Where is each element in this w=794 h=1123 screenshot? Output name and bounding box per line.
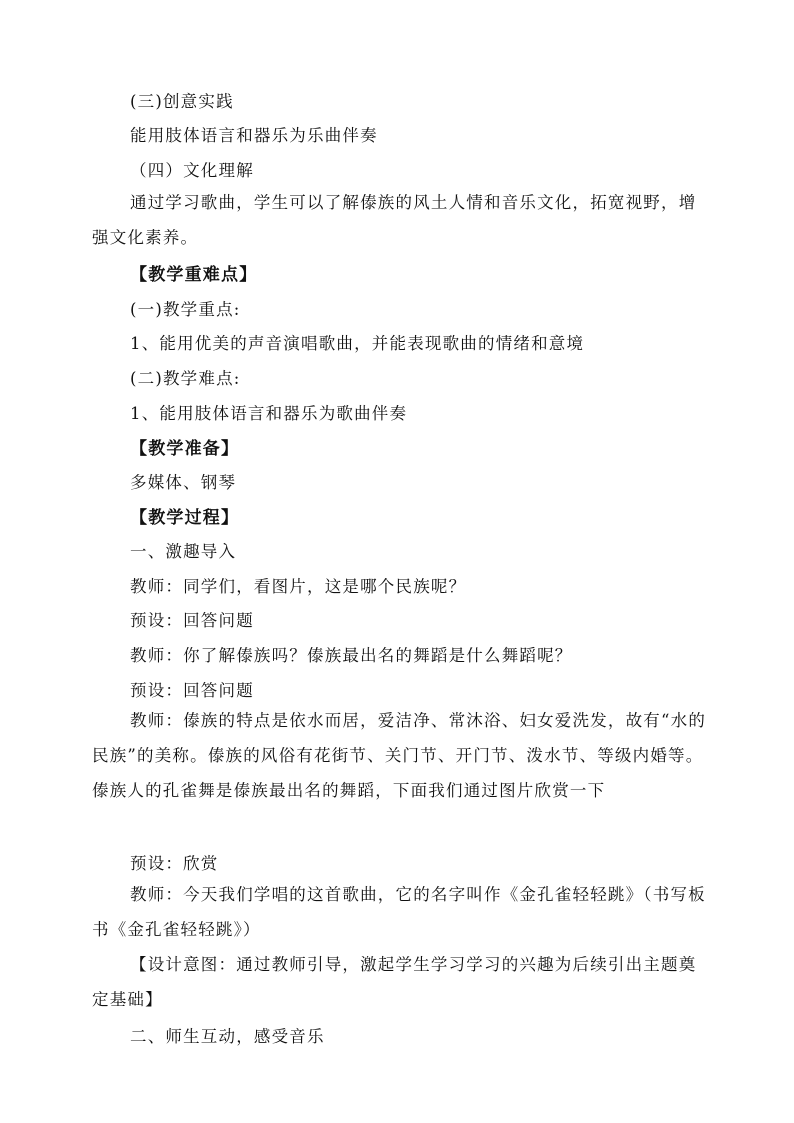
paragraph: 教师：傣族的特点是依水而居，爱洁净、常沐浴、妇女爱洗发，故有“水的民族”的美称。傣族的风俗有花街节、关门节、开门节、泼水节、等级内婚等。傣族人的孔雀舞是傣族最出名的舞蹈，下面我们通过图片欣赏一下	[92, 711, 707, 800]
text-line: 教师：同学们，看图片，这是哪个民族呢？	[130, 577, 467, 596]
text-line: 多媒体、钢琴	[130, 473, 237, 492]
text-line: 能用肢体语言和器乐为乐曲伴奏	[130, 126, 378, 145]
step-heading: 二、师生互动，感受音乐	[130, 1027, 325, 1046]
section-heading-process: 【教学过程】	[130, 508, 240, 528]
section-heading-key-points: 【教学重难点】	[130, 265, 258, 285]
step-heading: 一、激趣导入	[130, 542, 237, 561]
heading-cultural-understanding: （四）文化理解	[130, 161, 254, 180]
paragraph: 通过学习歌曲，学生可以了解傣族的风土人情和音乐文化，拓宽视野，增强文化素养。	[92, 193, 697, 247]
subheading-difficult-point: (二)教学难点:	[130, 369, 241, 388]
paragraph: 教师：今天我们学唱的这首歌曲，它的名字叫作《金孔雀轻轻跳》（书写板书《金孔雀轻轻跳》）	[92, 885, 706, 939]
paragraph: 【设计意图：通过教师引导，激起学生学习学习的兴趣为后续引出主题奠定基础】	[92, 955, 697, 1009]
text-line: 预设：回答问题	[130, 611, 254, 630]
text-line: 教师：你了解傣族吗？傣族最出名的舞蹈是什么舞蹈呢？	[130, 646, 573, 665]
section-heading-preparation: 【教学准备】	[130, 439, 240, 459]
text-line: 预设：回答问题	[130, 681, 254, 700]
text-line: 1、能用优美的声音演唱歌曲，并能表现歌曲的情绪和意境	[130, 334, 585, 353]
text-line: 1、能用肢体语言和器乐为歌曲伴奏	[130, 404, 408, 423]
heading-creative-practice: (三)创意实践	[130, 92, 234, 111]
subheading-key-point: (一)教学重点:	[130, 300, 241, 319]
text-line: 预设：欣赏	[130, 854, 219, 873]
